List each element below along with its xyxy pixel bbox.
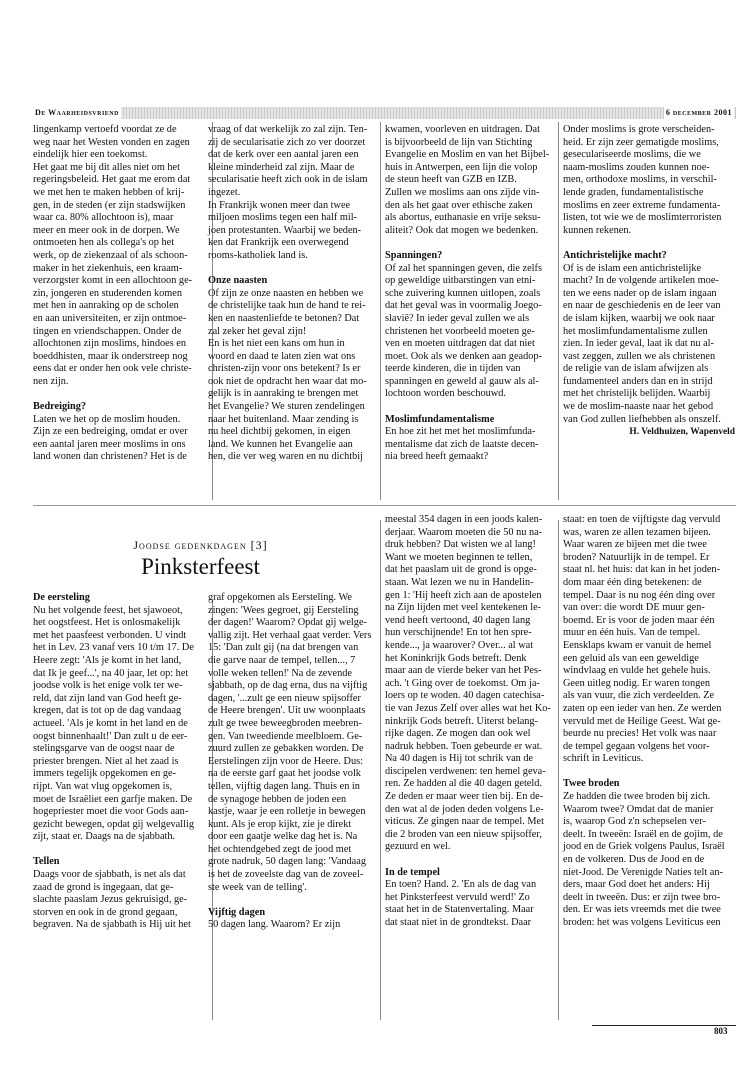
text-line: door een gaatje welke dag het is. Na [208, 831, 358, 843]
heading-tellen: Tellen [33, 856, 60, 868]
text-line: de religie van de islam afwijzen als [563, 363, 709, 375]
top-column-4 [563, 124, 735, 439]
text-line: de islam kijken, waarbij we ook naar [563, 312, 715, 324]
issue-date: 6 december 2001 [665, 108, 732, 117]
text-line: kleine minderheid zal zijn. Maar de [208, 161, 355, 173]
text-line: weg naar het Westen vonden en zagen [33, 136, 190, 148]
text-line: waar ca. 80% allochtoon is), maar [33, 212, 174, 224]
text-line: met het paasfeest verbonden. U vindt [33, 629, 187, 641]
heading-antichristelijke-macht: Antichristelijke macht? [563, 249, 667, 261]
text-line: ders, maar God doet het anders: Hij [563, 879, 710, 891]
text-line: vend heeft vertoond, 40 dagen lang [385, 614, 531, 626]
top-col1-lines [33, 124, 205, 388]
bottom-column-3 [385, 514, 557, 930]
text-line: de synagoge hebben de joden een [208, 793, 347, 805]
heading-moslimfundamentalisme: Moslimfundamentalisme [385, 413, 495, 425]
text-line: dat staat niet in de grondtekst. Daar [385, 917, 532, 928]
publication-name: De Waarheidsvriend [35, 108, 119, 117]
text-line: broden? Natuurlijk in de tempel. Er [563, 551, 710, 563]
text-line: miljoen moslims tegen een half mil- [208, 212, 357, 224]
text-line: kunt. Als je erop kijkt, zie je direkt [208, 818, 352, 830]
bottom-column-1 [33, 592, 205, 932]
text-line: we de moslim-naaste naar het gebod [563, 401, 714, 413]
text-line: zaad de grond is ingegaan, dat ge- [33, 881, 174, 893]
text-line: en aan universiteiten, er zijn ontmoe- [33, 312, 187, 324]
text-line: en naar de geschiedenis en de leer van [563, 300, 721, 312]
text-line: broden: het was volgens Leviticus een [563, 917, 721, 928]
text-line: derjaar. Waarom moeten die 50 nu na- [385, 526, 543, 538]
text-line: joen protestanten. Waarbij we beden- [208, 224, 362, 236]
text-line: begraven. Na de sjabbath is Hij uit het [33, 919, 191, 931]
text-line: tingen en vriendschappen. Onder de [33, 325, 182, 337]
text-line: zal zeker het geval zijn! [208, 325, 307, 337]
top-col2-lines [208, 124, 380, 263]
text-line: schrift in Leviticus. [563, 753, 644, 765]
text-line: slachte paaslam Jezus gekruisigd, ge- [33, 894, 188, 906]
text-line: de Heere brengen'. Uit uw woonplaats [208, 705, 366, 717]
text-line: een aantal jaren meer moslims in ons [33, 438, 186, 450]
text-line: hen, die ver weg waren en nu dichtbij [208, 451, 363, 463]
bottom-col4-lines [563, 514, 735, 766]
text-line: gen. Van tweediende meelbloem. Ge- [208, 730, 363, 742]
text-line: deelt in tweeën. Dus: er zijn twee bro- [563, 891, 721, 903]
text-line: die garve naar de tempel, tellen..., 7 [208, 654, 356, 666]
text-line: nadruk hebben. Toen gebeurde er wat. [385, 740, 543, 752]
text-line: gen 1: 'Hij heeft zich aan de apostelen [385, 589, 542, 601]
text-line: Na 40 dagen is Hij tot schrik van de [385, 753, 534, 765]
text-line: dom maar één ding betekenen: de [563, 576, 702, 588]
text-line: joodse volk is het enige volk ter we- [33, 680, 183, 692]
text-line: het Pinksterfeest vervuld werd!' Zo [385, 891, 530, 903]
column-divider [558, 520, 559, 1020]
text-line: ach. 't Ging over de toekomst. Om ja- [385, 677, 540, 689]
author-signature: H. Veldhuizen, Wapenveld [629, 427, 735, 438]
text-line: ste week van de telling'. [208, 881, 307, 893]
article-separator [33, 505, 736, 506]
text-line: met hen in aanraking op de scholen [33, 300, 179, 312]
text-line: dat het geval was in voormalig Joego- [385, 300, 542, 312]
text-line: den. Er was iets vreemds met die twee [563, 904, 721, 916]
text-line: Eerstelingen zijn voor de Heere. Dus: [208, 755, 363, 767]
heading-twee-broden: Twee broden [563, 778, 620, 790]
text-line: niet-Jood. De Verenigde Naties telt an- [563, 866, 723, 878]
text-line: priester brengen. Niet al het zaad is [33, 755, 179, 767]
text-line: den als het gaat over ethische zaken [385, 199, 533, 211]
text-line: kregen, dat is tot op de dag vandaag [33, 705, 182, 717]
text-line: eindelijk hier een toekomst. [33, 149, 148, 161]
text-line: christenen het voorbeeld moeten ge- [385, 325, 535, 337]
text-line: zijt, staat er. Daags na de sjabbath. [33, 831, 176, 843]
text-line: nia breed heeft gemaakt? [385, 451, 489, 463]
text-line: kende..., ja waarover? Over... al wat [385, 639, 534, 651]
text-line: Onder moslims is grote verscheiden- [563, 124, 715, 135]
text-line: de steun heeft van GZB en IZB. [385, 174, 517, 186]
text-line: meestal 354 dagen in een joods kalen- [385, 514, 543, 525]
series-kicker: Joodse gedenkdagen [3] [133, 538, 268, 552]
text-line: Geen uitleg nodig. Er waren tongen [563, 677, 710, 689]
text-line: fundamenteel anders dan en in strijd [563, 375, 713, 387]
text-line: kunnen rekenen. [563, 224, 632, 236]
text-line: dat de kerk over een aantal jaren een [208, 149, 359, 161]
top-column-3 [385, 124, 557, 464]
heading-spanningen: Spanningen? [385, 249, 443, 261]
text-line: na de eerste garf gaat het joodse volk [208, 768, 361, 780]
text-line: zaten op een ieder van hen. Ze werden [563, 702, 722, 714]
text-line: zuurd zullen ze gebakken worden. De [208, 743, 364, 755]
text-line: oogst binnenhaalt!' Dan zult u de eer- [33, 730, 188, 742]
text-line: ninkrijk Gods betreft. Uiterst belang- [385, 715, 538, 727]
text-line: vallig zijt. Het verhaal gaat verder. Vers [208, 629, 372, 641]
bottom-col3b-lines [385, 879, 557, 929]
text-line: kastje, waar je een rolletje in bewegen [208, 806, 366, 818]
text-line: zien. In ieder geval, laat ik dat nu al- [563, 338, 714, 350]
top-col3c-lines [385, 426, 557, 464]
text-line: rijpt. Van wat vlug opgekomen is, [33, 780, 173, 792]
column-divider [558, 122, 559, 500]
text-line: deelt. In tweeën: Israël en de gojim, de [563, 828, 723, 840]
text-line: aliteit? Ook dat mogen we bedenken. [385, 224, 539, 236]
text-line: vast zeggen, zullen we als christenen [563, 350, 716, 362]
text-line: van over: die wordt DE muur gen- [563, 602, 705, 614]
text-line: actueel. 'Als je komt in het land en de [33, 717, 188, 729]
text-line: Of zijn ze onze naasten en hebben we [208, 287, 364, 299]
text-line: zingen: 'Wees gegroet, gij Eersteling [208, 604, 359, 616]
text-line: Eensklaps kwam er vanuit de hemel [563, 639, 712, 651]
text-line: hun verschijnende! En tot hen spre- [385, 627, 532, 639]
text-line: dat het paaslam uit de grond is opge- [385, 564, 537, 576]
text-line: een geluid als van een geweldige [563, 652, 699, 664]
text-line: den wat al de joden deden volgens Le- [385, 803, 544, 815]
text-line: sjabbath, op de dag erna, dus na vijftig [208, 680, 368, 692]
text-line: woord en daad te laten zien wat ons [208, 350, 356, 362]
text-line: 50 dagen lang. Waarom? Er zijn [208, 919, 341, 931]
article-title: Pinksterfeest [141, 554, 260, 579]
text-line: tempel. Daar is nu nog één ding over [563, 589, 716, 601]
text-line: reld, dat zijn land van God heeft ge- [33, 692, 182, 704]
text-line: Waarom twee? Omdat dat de manier [563, 803, 714, 815]
text-line: tie van Jezus Zelf over alles wat het Ko- [385, 702, 551, 714]
text-line: Zijn ze een bedreiging, omdat er over [33, 426, 188, 438]
text-line: allochtonen zijn moslims, hindoes en [33, 338, 187, 350]
text-line: verzorgster komt in een allochtoon ge- [33, 275, 193, 287]
text-line: In Frankrijk wonen meer dan twee [208, 199, 351, 211]
text-line: Of zal het spanningen geven, die zelfs [385, 262, 542, 274]
text-line: heid. Er zijn zeer gematigde moslims, [563, 136, 719, 148]
text-line: windvlaag en vulde het gehele huis. [563, 665, 711, 677]
text-line: sche zuivering kunnen uitlopen, zoals [385, 287, 541, 299]
top-col4b-lines [563, 263, 735, 427]
text-line: viticus. Ze gingen naar de tempel. Met [385, 816, 544, 828]
top-col3b-lines [385, 263, 557, 402]
text-line: Waar waren ze bijeen met die twee [563, 539, 707, 551]
text-line: en de volkeren. Dus de Jood en de [563, 854, 705, 866]
bottom-column-4 [563, 514, 735, 930]
text-line: op geweldige uitbarstingen van etni- [385, 275, 536, 287]
text-line: als van vuur, die zich verdeelden. Ze [563, 690, 715, 702]
text-line: immers tegelijk opgekomen en ge- [33, 768, 176, 780]
top-col2b-lines [208, 288, 380, 464]
text-line: rooms-katholiek land is. [208, 249, 308, 261]
text-line: storven en ook in de grond gegaan, [33, 906, 178, 918]
text-line: gezicht bewegen, opdat gij welgevallig [33, 818, 194, 830]
text-line: dagen, '...zult ge een nieuw spijsoffer [208, 692, 361, 704]
page-number: 803 [714, 1026, 728, 1036]
text-line: het ochtendgebed zegt de jood met [208, 843, 352, 855]
text-line: rijke dagen. Ze mogen dan ook wel [385, 728, 531, 740]
text-line: der dagen!' Waarom? Opdat gij welge- [208, 617, 367, 629]
text-line: ken en naastenliefde te betonen? Dat [208, 312, 360, 324]
text-line: listen, tot wie we de moslimterroristen [563, 212, 722, 224]
text-line: moet. Ook als we denken aan geadop- [385, 350, 542, 362]
text-line: lochtoon worden beschouwd. [385, 388, 506, 400]
text-line: volle weken tellen!' Na de zevende [208, 667, 352, 679]
text-line: En toen? Hand. 2. 'En als de dag van [385, 879, 537, 891]
text-line: jood en de Griek volgens Paulus, Israël [563, 841, 725, 853]
heading-bedreiging: Bedreiging? [33, 401, 87, 413]
text-line: hogepriester moet die voor Gods aan- [33, 806, 189, 818]
top-col3-lines [385, 124, 557, 237]
bottom-col1-lines [33, 605, 205, 844]
text-line: vervuld met de Heilige Geest. Wat ge- [563, 715, 721, 727]
text-line: christen-zijn voor ons betekent? Is er [208, 363, 361, 375]
bottom-col2b-lines [208, 919, 380, 932]
text-line: macht? In de volgende artikelen moe- [563, 275, 719, 287]
text-line: stelingsgarve van de oogst naar de [33, 743, 175, 755]
text-line: maar aan de vierde beker van het Pes- [385, 665, 542, 677]
bottom-col4b-lines [563, 791, 735, 930]
text-line: kwamen, voorleven en uitdragen. Dat [385, 124, 540, 135]
text-line: Want we moeten beginnen te tellen, [385, 551, 533, 563]
text-line: mentalisme dat zich de laatste decen- [385, 438, 539, 450]
text-line: spanningen en geweld al gauw als al- [385, 375, 539, 387]
heading-vijftig-dagen: Vijftig dagen [208, 906, 266, 918]
text-line: moet de Israëliet een garfje maken. De [33, 793, 193, 805]
heading-de-eersteling: De eersteling [33, 592, 90, 603]
text-line: Nu het volgende feest, het sjawoeot, [33, 604, 183, 616]
bottom-col2-lines [208, 592, 380, 894]
column-divider [380, 520, 381, 1020]
text-line: eens dat er onder hen ook vele christe- [33, 363, 192, 375]
text-line: als abortus, euthanasie en vrije seksu- [385, 212, 541, 224]
text-line: het Koninkrijk Gods betreft. Denk [385, 652, 527, 664]
text-line: geseculariseerde moslims, die we [563, 149, 701, 161]
text-line: discipelen verdwenen: ten hemel geva- [385, 765, 546, 777]
text-line: lingenkamp vertoefd voordat ze de [33, 124, 177, 135]
top-col1b-lines [33, 414, 205, 464]
heading-in-de-tempel: In de tempel [385, 866, 440, 878]
text-line: secularisatie heeft zich ook in de islam [208, 174, 368, 186]
text-line: beurde nu precies! Het volk was naar [563, 728, 717, 740]
text-line: was, waren ze allen tezamen bijeen. [563, 526, 711, 538]
text-line: Evangelie en Moslim en van het Bijbel- [385, 149, 550, 161]
text-line: ingezet. [208, 186, 241, 198]
heading-onze-naasten: Onze naasten [208, 275, 268, 287]
text-line: En hoe zit het met het moslimfunda- [385, 426, 536, 438]
text-line: druk hebben? Dat wisten we al lang! [385, 539, 536, 551]
text-line: na Zijn lijden met veel kentekenen le- [385, 602, 542, 614]
text-line: we met hen te maken hebben of krij- [33, 186, 185, 198]
text-line: grote nadruk, 50 dagen lang: 'Vandaag [208, 856, 366, 868]
text-line: 15: 'Dan zult gij (na dat brengen van [208, 642, 359, 654]
text-line: die 2 broden van een nieuw spijsoffer, [385, 828, 542, 840]
text-line: Ze deden er maar weer tien bij. En de- [385, 791, 544, 803]
text-line: Het gaat me bij dit alles niet om het [33, 161, 180, 173]
top-column-1 [33, 124, 205, 464]
text-line: graf opgekomen als Eersteling. We [208, 592, 352, 603]
text-line: Laten we het op de moslim houden. [33, 413, 181, 425]
text-line: regeringsbeleid. Het gaat me erom dat [33, 174, 191, 186]
text-line: lende graden, fundamentalistische [563, 186, 704, 198]
text-line: het Evangelie? We sturen zendelingen [208, 401, 365, 413]
text-line: het in Lev. 23 vanaf vers 10 t/m 17. De [33, 642, 194, 654]
text-line: vraag of dat werkelijk zo zal zijn. Ten- [208, 124, 368, 135]
bottom-col1b-lines [33, 869, 205, 932]
text-line: ten we eens nader op de islam ingaan [563, 287, 717, 299]
text-line: En is het niet een kans om hun in [208, 338, 345, 350]
text-line: teerde kinderen, die in tijden van [385, 363, 521, 375]
text-line: naam-moslims zouden kunnen noe- [563, 161, 710, 173]
text-line: land wonen dan christenen? Het is de [33, 451, 187, 463]
text-line: staan. Wat lezen we nu in Handelin- [385, 576, 534, 588]
text-line: Zullen we moslims aan ons zijde vin- [385, 186, 540, 198]
top-column-2 [208, 124, 380, 464]
text-line: maker in het ziekenhuis, een kraam- [33, 262, 183, 274]
text-line: van God zullen liefhebben als onszelf. [563, 413, 721, 425]
text-line: zin, jongeren en studerenden komen [33, 287, 182, 299]
text-line: men, orthodoxe moslims, in verschil- [563, 174, 717, 186]
text-line: huis in Antwerpen, een lijn die volop [385, 161, 538, 173]
text-line: meer en meer ook in de dorpen. We [33, 224, 180, 236]
text-line: ook niet de opdracht hen waar dat mo- [208, 375, 367, 387]
text-line: zij de secularisatie zich zo ver doorzet [208, 136, 366, 148]
text-line: dat Ik je geef...', na 40 jaar, let op: het [33, 667, 189, 679]
text-line: Daags voor de sjabbath, is net als dat [33, 869, 186, 881]
text-line: Ze hadden die twee broden bij zich. [563, 791, 711, 803]
text-line: gen, in de steden (er zijn stadswijken [33, 199, 186, 211]
text-line: ontmoeten hen als collega's op het [33, 237, 175, 249]
text-line: de tempel gegaan volgens het voor- [563, 740, 710, 752]
text-line: zult ge twee beweegbroden meebren- [208, 717, 362, 729]
text-line: loers op te woden. 40 dagen catechisa- [385, 690, 545, 702]
text-line: is het de zoveelste dag van de zoveel- [208, 869, 364, 881]
text-line: gelijk is in aanraking te brengen met [208, 388, 359, 400]
text-line: staat: en toen de vijftigste dag vervuld [563, 514, 721, 525]
text-line: slavië? In ieder geval zullen we als [385, 312, 530, 324]
text-line: Heere zegt: 'Als je komt in het land, [33, 654, 182, 666]
text-line: staat nl. het huis: dat kan in het joden- [563, 564, 720, 576]
text-line: gezuurd en wel. [385, 841, 451, 853]
text-line: boeddhisten, maar ik onderstreep nog [33, 350, 188, 362]
text-line: ken dat Frankrijk een overwegend [208, 237, 349, 249]
text-line: boemd. Er is voor de joden maar één [563, 614, 715, 626]
text-line: met het christelijk belijden. Waarbij [563, 388, 711, 400]
text-line: Of is de islam een antichristelijke [563, 262, 702, 274]
text-line: tellen, vijftig dagen lang. Thuis en in [208, 780, 360, 792]
text-line: werk, op de ziekenzaal of als schoon- [33, 249, 188, 261]
text-line: nen zijn. [33, 375, 69, 387]
text-line: nu heel dichtbij gekomen, in eigen [208, 426, 351, 438]
text-line: moslims en zeer extreme fundamenta- [563, 199, 721, 211]
column-divider [380, 122, 381, 500]
top-col4-lines [563, 124, 735, 237]
text-line: het moslimfundamentalisme zullen [563, 325, 708, 337]
header-rule [33, 107, 736, 119]
bottom-col3-lines [385, 514, 557, 854]
text-line: ven en moeten uitdragen dat dat niet [385, 338, 535, 350]
text-line: staat het in de Statenvertaling. Maar [385, 904, 534, 916]
text-line: naar het buitenland. Maar zending is [208, 413, 359, 425]
text-line: is, waarop God z'n schepselen ver- [563, 816, 706, 828]
text-line: de christelijke taak hun de hand te rei- [208, 300, 366, 312]
bottom-column-2 [208, 592, 380, 932]
text-line: het oogstfeest. Het is onlosmakelijk [33, 617, 181, 629]
text-line: ren. Ze hadden al die 40 dagen geteld. [385, 778, 542, 790]
text-line: land. We kunnen het Evangelie aan [208, 438, 353, 450]
text-line: muur en één huis. Van de tempel. [563, 627, 701, 639]
text-line: is bijvoorbeeld de lijn van Stichting [385, 136, 533, 148]
